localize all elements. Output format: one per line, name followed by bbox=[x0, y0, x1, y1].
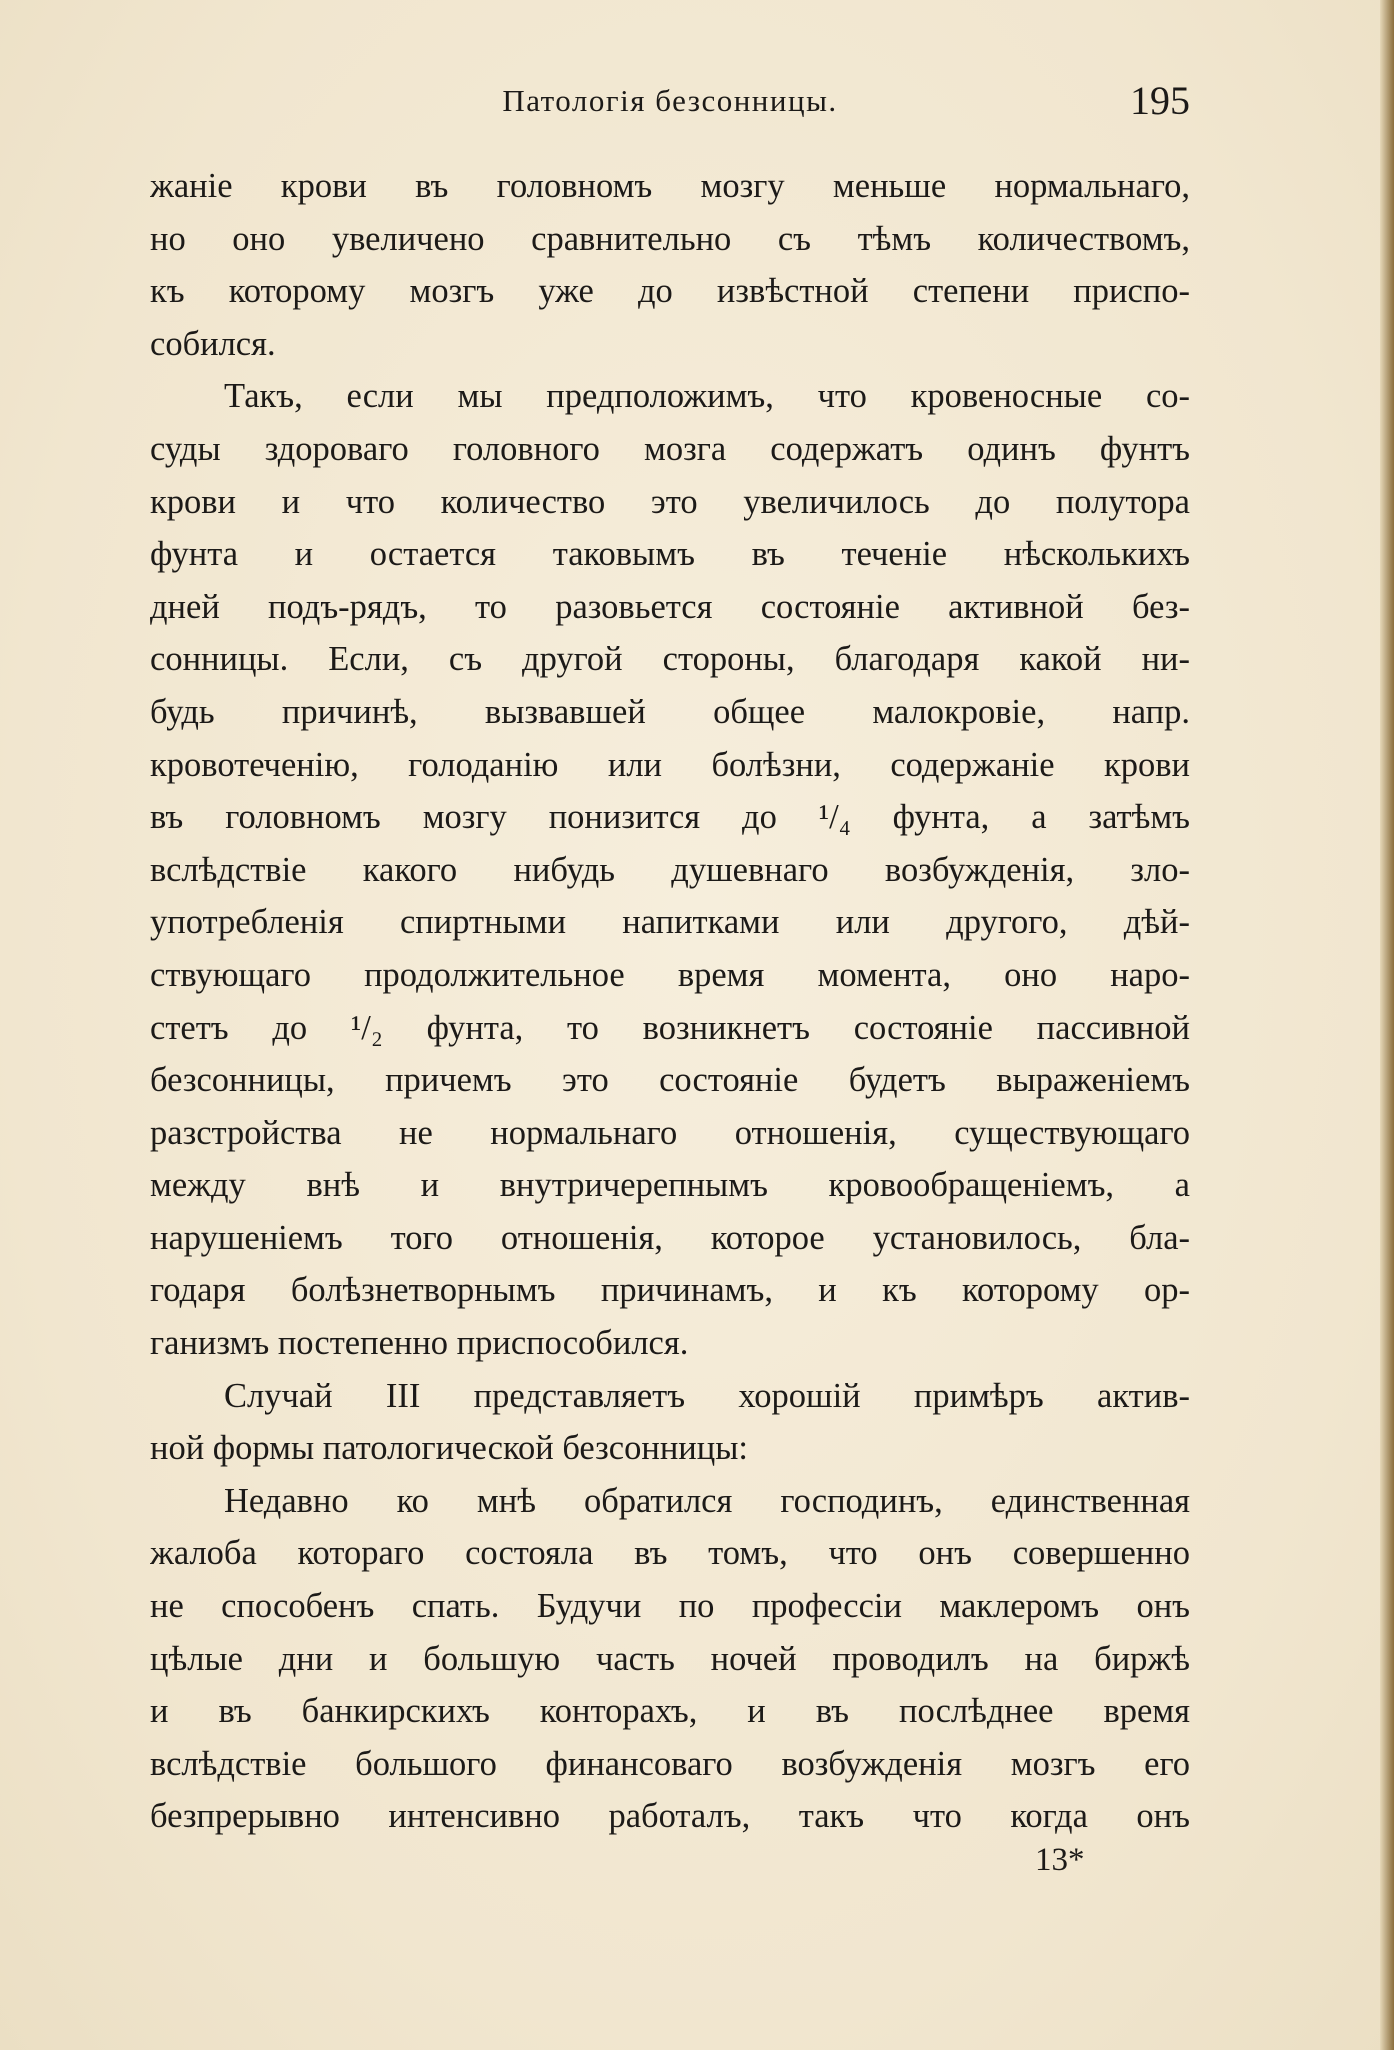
text-line: цѣлые дни и большую часть ночей проводилъ на биржѣ bbox=[150, 1639, 1190, 1678]
text-line: вслѣдствіе большого финансоваго возбужденія мозгъ его bbox=[150, 1744, 1190, 1783]
text-line: крови и что количество это увеличилось до полутора bbox=[150, 482, 1190, 521]
text-line: ной формы патологической безсонницы: bbox=[150, 1429, 748, 1468]
text-line: стетъ до ¹/₂ фунта, то возникнетъ состояніе пассивной bbox=[150, 1008, 1190, 1047]
text-line: безсонницы, причемъ это состояніе будетъ выраженіемъ bbox=[150, 1061, 1190, 1100]
page-header bbox=[150, 76, 1190, 126]
text-line: собился. bbox=[150, 324, 276, 363]
text-line: дней подъ-рядъ, то разовьется состояніе активной без- bbox=[150, 587, 1190, 626]
text-line: ствующаго продолжительное время момента, оно наро- bbox=[150, 955, 1190, 994]
text-line: Случай III представляетъ хорошій примѣръ актив- bbox=[224, 1376, 1190, 1415]
text-line: вслѣдствіе какого нибудь душевнаго возбужденія, зло- bbox=[150, 850, 1190, 889]
text-body bbox=[150, 160, 1190, 1843]
text-line: къ которому мозгъ уже до извѣстной степени приспо- bbox=[150, 272, 1190, 311]
text-line: Такъ, если мы предположимъ, что кровеносные со- bbox=[224, 377, 1190, 416]
text-line: жалоба котораго состояла въ томъ, что онъ совершенно bbox=[150, 1534, 1190, 1573]
text-line: кровотеченію, голоданію или болѣзни, содержаніе крови bbox=[150, 745, 1190, 784]
text-line: годаря болѣзнетворнымъ причинамъ, и къ которому ор- bbox=[150, 1271, 1190, 1310]
text-line: но оно увеличено сравнительно съ тѣмъ количествомъ, bbox=[150, 219, 1190, 258]
text-line: въ головномъ мозгу понизится до ¹/₄ фунта, а затѣмъ bbox=[150, 798, 1190, 837]
text-line: фунта и остается таковымъ въ теченіе нѣсколькихъ bbox=[150, 535, 1190, 574]
page-number: 195 bbox=[1130, 78, 1190, 123]
text-line: не способенъ спать. Будучи по профессіи маклеромъ онъ bbox=[150, 1587, 1190, 1626]
text-line: безпрерывно интенсивно работалъ, такъ что когда онъ bbox=[150, 1797, 1190, 1836]
text-line: Недавно ко мнѣ обратился господинъ, единственная bbox=[224, 1481, 1190, 1520]
text-line: будь причинѣ, вызвавшей общее малокровіе, напр. bbox=[150, 692, 1190, 731]
signature-mark: 13* bbox=[1035, 1842, 1085, 1878]
text-line: ганизмъ постепенно приспособился. bbox=[150, 1324, 689, 1363]
text-line: нарушеніемъ того отношенія, которое установилось, бла- bbox=[150, 1218, 1190, 1257]
text-line: сонницы. Если, съ другой стороны, благодаря какой ни- bbox=[150, 640, 1190, 679]
text-line: суды здороваго головного мозга содержатъ одинъ фунтъ bbox=[150, 429, 1190, 468]
text-line: употребленія спиртными напитками или другого, дѣй- bbox=[150, 903, 1190, 942]
text-line: жаніе крови въ головномъ мозгу меньше нормальнаго, bbox=[150, 167, 1190, 205]
text-line: разстройства не нормальнаго отношенія, существующаго bbox=[150, 1113, 1190, 1152]
page-edge bbox=[1380, 0, 1394, 2050]
text-line: и въ банкирскихъ конторахъ, и въ послѣднее время bbox=[150, 1692, 1190, 1731]
text-line: между внѣ и внутричерепнымъ кровообращеніемъ, а bbox=[150, 1166, 1190, 1205]
running-title: Патологія безсонницы. bbox=[502, 83, 838, 118]
